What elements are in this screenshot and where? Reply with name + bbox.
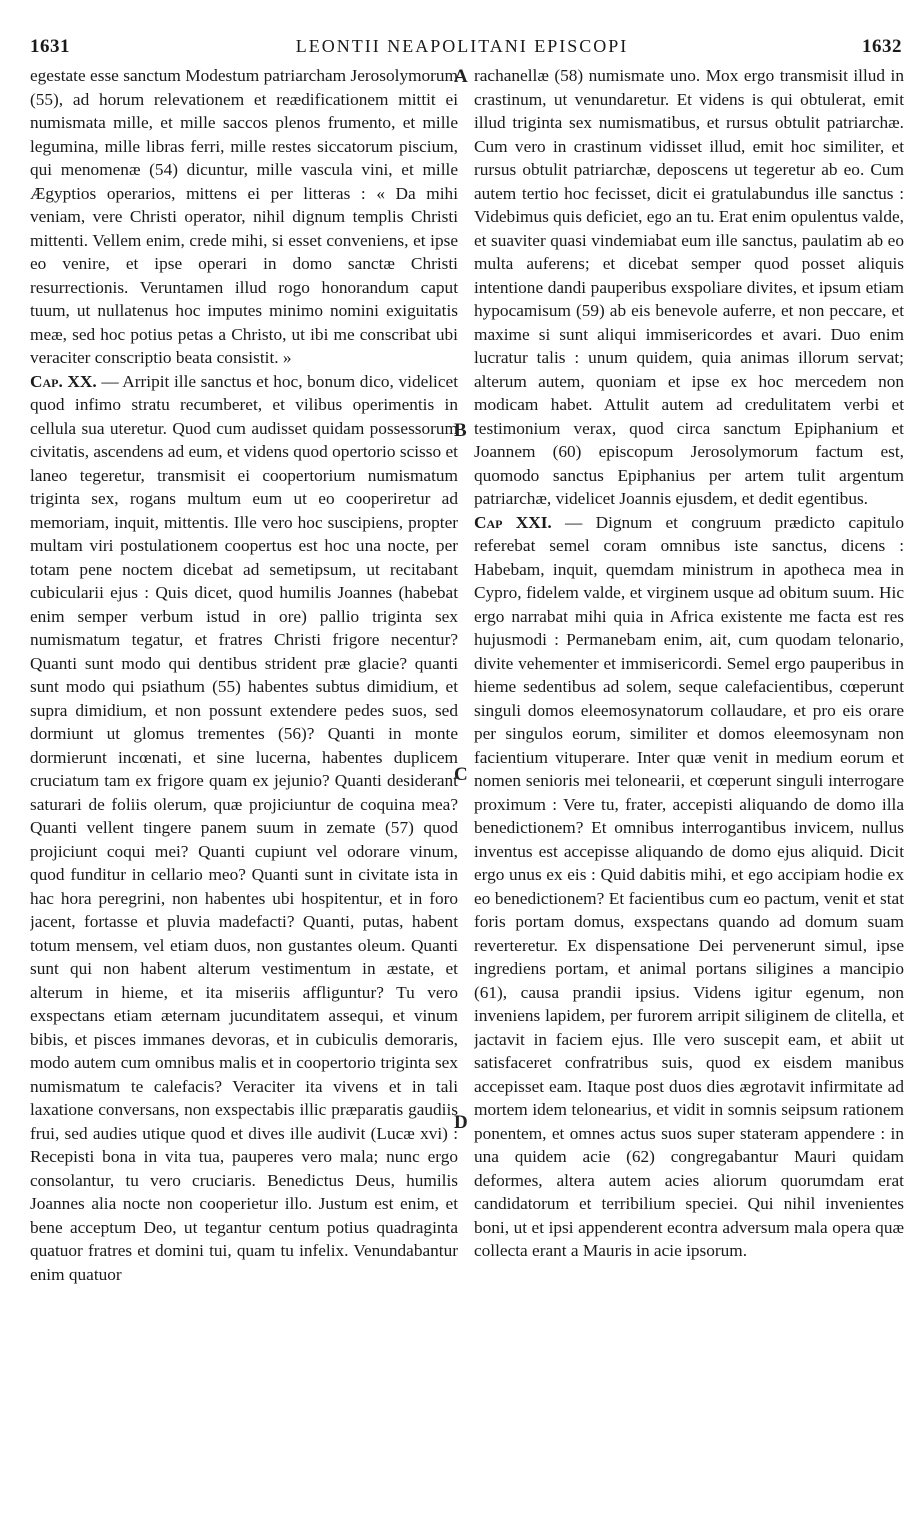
chapter-20-text: — Arripit ille sanctus et hoc, bonum dico, videlicet quod infimo stratu recumberet, et vilibus operimentis in cellula sua uteretur. Quod cum audisset quidam possessorum civitatis, ascendens ad eum, et videns quod opertorio scisso et laneo tegeretur, transmisit ei coopertorium numismatum triginta sex, rogans multum eum ut eo cooperiretur ad memoriam, inquit, mittentis. Ille vero hoc suscipiens, propter multam viri postulationem coopertus est hoc una nocte, per totam pene noctem dicebat ad semetipsum, ut recitabant cubicularii ejus : Quis dicet, quod humilis Joannes (habebat enim semper verbum istud in ore) pallio triginta sex numismatum tegatur, et fratres Christi frigore necentur? Quanti sunt modo qui dentibus strident præ glacie? quanti sunt modo qui psiathum (55) habentes subtus dimidium, et supra dimidium, et non possunt extendere pedes suos, sed dormiunt ut glomus trementes (56)? Quanti in monte dormierunt incœnati, et sine lucerna, habentes duplicem cruciatum tam ex frigore quam ex jejunio? Quanti desiderant saturari de foliis olerum, quæ projiciuntur de coquina mea? Quanti vellent tingere panem suum in zemate (57) quod projiciunt coqui mei? Quanti cupiunt vel odorare vinum, quod funditur in cellario meo? Quanti sunt in civitate ista in hac hora peregrini, non habentes ubi hospitentur, et in foro jacent, fortasse et pluvia madefacti? Quanti, putas, habent totum mensem, vel etiam duos, non gustantes oleum. Quanti sunt qui non habent alterum vestimentum in æstate, et alterum in hieme, et ita miseriis affliguntur? Tu vero exspectans etiam æternam jucunditatem assequi, et vinum bibis, et pisces immanes devoras, et in cubiculis demoraris, modo autem cum omnibus malis et in coopertorio triginta sex numismatum te calefacis? Veraciter ita vivens et in tali laxatione conversans, non exspectabis illic præparatis gaudiis frui, sed audies utique quod et dives ille audivit (Lucæ xvi) : Recepisti bona in vita tua, pauperes vero mala; nunc ergo consolantur, tu vero cruciaris. Benedictus Deus, humilis Joannes alia nocte non cooperietur illo. Justum est enim, et bene acceptum Deo, ut tegantur centum potius quadraginta quatuor fratres et domini tui, quam tu infelix. Venundabantur enim quatuor <box>30 371 458 1284</box>
chapter-21-paragraph <box>474 511 904 1263</box>
left-column <box>30 64 458 1524</box>
running-title: LEONTII NEAPOLITANI EPISCOPI <box>295 36 629 56</box>
right-paragraph-1: rachanellæ (58) numismate uno. Mox ergo transmisit illud in crastinum, ut venundaretur. Et videns is qui obtulerat, emit illud triginta sex numismatibus, et rursus obtulit patriarchæ. Cum vero in crastinum vidisset illud, emit hoc similiter, et rursus obtulit patriarchæ, deposcens ut tegeretur ab eo. Cum autem tertio hoc fecisset, dicit ei gratulabundus ille sanctus : Videbimus quis deficiet, ego an tu. Erat enim opulentus valde, et suaviter quasi vindemiabat eum ille sanctus, paulatim ab eo multa auferens; et dicebat semper quod posset aliquis intentione dandi pauperibus exspoliare divites, et ipsum etiam hypocamisum (59) ab eis benevole auferre, et non peccare, et maxime si sunt aliqui immisericordes et avari. Duo enim lucratur talis : unum quidem, quia animas illorum servat; alterum autem, quoniam et ipse ex hoc mercedem non modicam habet. Attulit autem ad credulitatem verbi et testimonium verax, quod circa sanctum Epiphanium et Joannem (60) episcopum Jerosolymorum factum est, quomodo sanctus Epiphanius per artem tulit argentum patriarchæ, videlicet Joannis ejusdem, et dedit egentibus. <box>474 66 904 508</box>
chapter-20-paragraph <box>30 370 458 1287</box>
left-paragraph-1: egestate esse sanctum Modestum patriarcham Jerosolymorum (55), ad horum relevationem et reædificationem mittit ei numismata mille, et mille saccos plenos frumento, et mille legumina, mille libras ferri, mille restes siccatorum piscium, qui menomenæ (54) dicuntur, mille vascula vini, et mille Ægyptios operarios, mittens ei per litteras : « Da mihi veniam, vere Christi operator, nihil dignum templis Christi mittenti. Vellem enim, crede mihi, si esset conveniens, et ipse eo venire, et ipse operari in domo sanctæ Christi resurrectionis. Veruntamen illud rogo honorandum caput tuum, ut nullatenus hoc imputes minimo nomini exiguitatis meæ, sed hoc potius petas a Christo, ut ibi me conscribat ubi veraciter conscriptio beata consistit. » <box>30 66 458 367</box>
margin-marker-b: B <box>454 420 467 441</box>
margin-marker-c: C <box>454 764 468 785</box>
chapter-20-label: Cap. XX. <box>30 371 97 391</box>
page-header <box>0 0 924 64</box>
page-number-left: 1631 <box>30 36 70 57</box>
chapter-21-label: Cap XXI. <box>474 512 552 532</box>
margin-marker-a: A <box>454 66 468 87</box>
right-column <box>474 64 904 1524</box>
chapter-21-text: — Dignum et congruum prædicto capitulo referebat semel coram omnibus iste sanctus, dicens : Habebam, inquit, quemdam ministrum in apotheca mea in Cypro, fidelem valde, et virginem usque ad obitum suum. Hic ergo narrabat mihi quia in Africa existente me facta est res hujusmodi : Permanebam enim, ait, cum quodam telonario, divite vehementer et immisericordi. Semel ergo pauperibus in hieme sedentibus ad solem, seque calefacientibus, cœperunt singuli domos eleemosynatorum collaudare, et pro eis orare per singulos eorum, similiter et domos eleemosynam non facientium vituperare. Inter quæ venit in medium eorum et nomen senioris mei telonearii, et cœperunt singuli interrogare proximum : Vere tu, frater, accepisti aliquando de domo illa benedictionem? Et omnibus interrogantibus invicem, nullus inventus est accepisse aliquando de domo ejus aliquid. Dicit ergo unus ex eis : Quid dabitis mihi, et ego accipiam hodie ex eo benedictionem? Et facientibus cum eo pactum, venit et stat foris portam domus, exspectans quando ad domum suam reverteretur. Ex dispensatione Dei pervenerunt simul, ipse ingrediens portam, et animal portans siligines a mancipio (61), causa prandii ipsius. Videns igitur egenum, non inveniens lapidem, per furorem arripit siliginem de clitella, et jactavit in faciem ejus. Ille vero suscepit eam, et abiit ut satisfaceret confratribus suis, quod ex eisdem manibus accepisset eam. Itaque post duos dies ægrotavit infirmitate ad mortem idem telonearius, et vidit in somnis seipsum rationem ponentem, et omnes actus suos super stateram appendere : in una quidem acie (62) congregabantur Mauri quidam deformes, altera autem acies aliorum quorumdam erat candidatorum et terribilium speciei. Qui nihil invenientes boni, ut et ipsi appenderent econtra adversum mala opera quæ collecta erant a Mauris in acie ipsorum. <box>474 512 904 1260</box>
margin-marker-d: D <box>454 1112 468 1133</box>
page-number-right: 1632 <box>862 36 902 57</box>
